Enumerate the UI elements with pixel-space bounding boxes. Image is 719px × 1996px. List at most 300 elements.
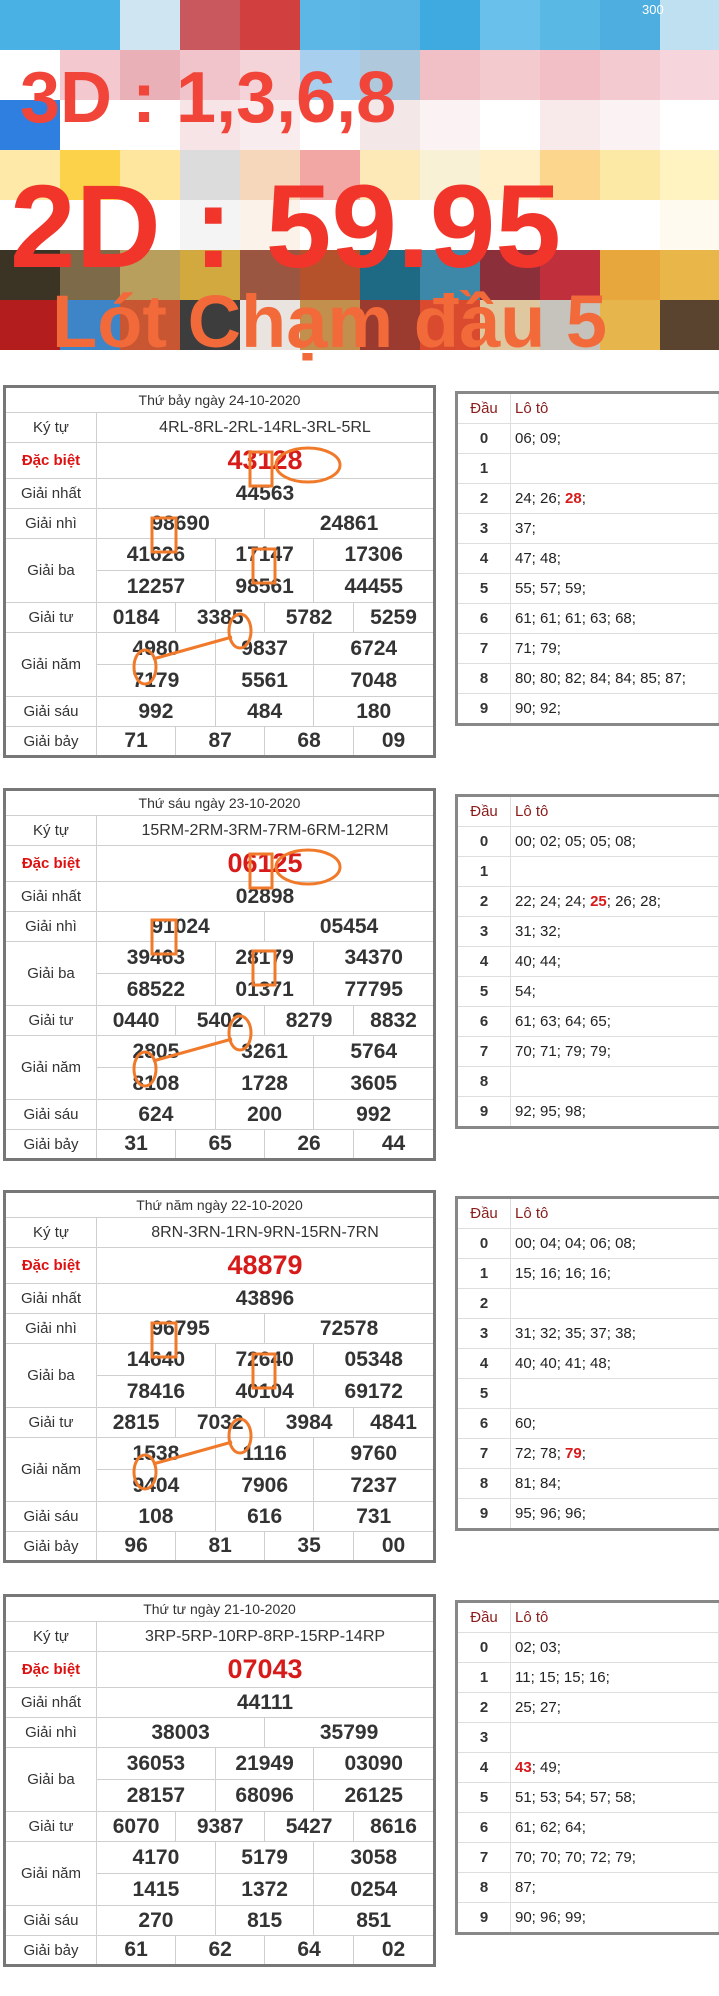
loto-row — [457, 1783, 719, 1813]
loto-values — [511, 424, 719, 454]
loto-values-after: ; 49; — [531, 1759, 561, 1776]
loto-head-digit: 2 — [457, 1693, 511, 1723]
sixth-prize-value: 731 — [314, 1502, 435, 1532]
mosaic-tile — [420, 100, 480, 150]
sixth-prize-value: 992 — [314, 1100, 435, 1130]
loto-values-text: 31; 32; 35; 37; 38; — [515, 1325, 636, 1342]
loto-head-digit: 3 — [457, 1723, 511, 1753]
loto-row — [457, 514, 719, 544]
loto-head-digit: 9 — [457, 1499, 511, 1530]
label-giai-nhat: Giải nhất — [5, 1688, 97, 1718]
label-giai-bay: Giải bảy — [5, 1532, 97, 1562]
fifth-prize-value: 9760 — [314, 1438, 435, 1470]
label-giai-tu: Giải tư — [5, 1812, 97, 1842]
seventh-prize-value: 64 — [265, 1936, 354, 1966]
loto-values-text: 72; 78; — [515, 1445, 566, 1462]
label-dac-biet: Đặc biệt — [5, 443, 97, 479]
loto-values — [511, 947, 719, 977]
loto-row — [457, 827, 719, 857]
loto-row — [457, 1007, 719, 1037]
fourth-prize-value: 9387 — [176, 1812, 265, 1842]
loto-head-digit: 5 — [457, 574, 511, 604]
fifth-prize-value: 6724 — [314, 633, 435, 665]
third-prize-value: 26125 — [314, 1780, 435, 1812]
third-prize-value: 72640 — [215, 1344, 314, 1376]
third-prize-value: 34370 — [314, 942, 435, 974]
third-prize-value: 17306 — [314, 539, 435, 571]
seventh-prize-value: 44 — [354, 1130, 435, 1160]
loto-values-text: 61; 63; 64; 65; — [515, 1013, 611, 1030]
loto-row — [457, 1873, 719, 1903]
label-giai-sau: Giải sáu — [5, 1100, 97, 1130]
third-prize-value: 44455 — [314, 571, 435, 603]
fifth-prize-value: 1372 — [215, 1874, 314, 1906]
fifth-prize-value: 9837 — [215, 633, 314, 665]
seventh-prize-value: 68 — [265, 727, 354, 757]
ky-tu-value: 8RN-3RN-1RN-9RN-15RN-7RN — [97, 1218, 435, 1248]
loto-values — [511, 604, 719, 634]
seventh-prize-value: 35 — [265, 1532, 354, 1562]
banner — [0, 0, 719, 378]
loto-values — [511, 1289, 719, 1319]
third-prize-value: 05348 — [314, 1344, 435, 1376]
loto-table — [455, 391, 719, 726]
loto-head-loto: Lô tô — [511, 393, 719, 424]
loto-values — [511, 694, 719, 725]
fifth-prize-value: 9404 — [97, 1470, 216, 1502]
loto-row — [457, 1259, 719, 1289]
second-prize-value: 35799 — [265, 1718, 435, 1748]
fourth-prize-value: 4841 — [354, 1408, 435, 1438]
label-giai-ba: Giải ba — [5, 942, 97, 1006]
loto-head-loto: Lô tô — [511, 796, 719, 827]
loto-row — [457, 1693, 719, 1723]
mosaic-tile — [480, 100, 540, 150]
loto-row — [457, 1723, 719, 1753]
label-giai-nhi: Giải nhì — [5, 509, 97, 539]
loto-row — [457, 1067, 719, 1097]
loto-row — [457, 1663, 719, 1693]
mosaic-tile — [0, 0, 60, 50]
third-prize-value: 36053 — [97, 1748, 216, 1780]
label-giai-nam: Giải năm — [5, 1036, 97, 1100]
third-prize-value: 77795 — [314, 974, 435, 1006]
loto-values-after: ; — [581, 490, 586, 507]
loto-values-text: 25; 27; — [515, 1699, 561, 1716]
loto-head-digit: 0 — [457, 424, 511, 454]
loto-row — [457, 1319, 719, 1349]
loto-values-text: 61; 61; 61; 63; 68; — [515, 610, 636, 627]
second-prize-value: 98690 — [97, 509, 265, 539]
seventh-prize-value: 96 — [97, 1532, 176, 1562]
seventh-prize-value: 87 — [176, 727, 265, 757]
seventh-prize-value: 71 — [97, 727, 176, 757]
loto-row — [457, 424, 719, 454]
label-giai-nhi: Giải nhì — [5, 912, 97, 942]
label-giai-tu: Giải tư — [5, 1006, 97, 1036]
sixth-prize-value: 180 — [314, 697, 435, 727]
mosaic-tile — [540, 100, 600, 150]
loto-values-text: 71; 79; — [515, 640, 561, 657]
second-prize-value: 05454 — [265, 912, 435, 942]
loto-values — [511, 634, 719, 664]
loto-head-digit: 1 — [457, 857, 511, 887]
fifth-prize-value: 5764 — [314, 1036, 435, 1068]
mosaic-tile — [660, 250, 719, 300]
label-giai-sau: Giải sáu — [5, 1502, 97, 1532]
second-prize-value: 96795 — [97, 1314, 265, 1344]
results-table — [3, 1190, 436, 1563]
loto-values-text: 02; 03; — [515, 1639, 561, 1656]
first-prize-value: 44111 — [97, 1688, 435, 1718]
loto-values-text: 70; 71; 79; 79; — [515, 1043, 611, 1060]
loto-values-text: 22; 24; 24; — [515, 893, 591, 910]
loto-values — [511, 827, 719, 857]
fifth-prize-value: 8108 — [97, 1068, 216, 1100]
results-table — [3, 385, 436, 758]
seventh-prize-value: 62 — [176, 1936, 265, 1966]
loto-values — [511, 1229, 719, 1259]
label-dac-biet: Đặc biệt — [5, 1652, 97, 1688]
mosaic-tile — [0, 300, 60, 350]
third-prize-value: 14640 — [97, 1344, 216, 1376]
loto-row — [457, 1633, 719, 1663]
third-prize-value: 39463 — [97, 942, 216, 974]
fourth-prize-value: 7032 — [176, 1408, 265, 1438]
loto-row — [457, 857, 719, 887]
loto-head-digit: 6 — [457, 1813, 511, 1843]
loto-values-text: 37; — [515, 520, 536, 537]
loto-row — [457, 604, 719, 634]
fifth-prize-value: 7237 — [314, 1470, 435, 1502]
loto-row — [457, 977, 719, 1007]
first-prize-value: 02898 — [97, 882, 435, 912]
loto-row — [457, 1439, 719, 1469]
mosaic-tile — [360, 0, 420, 50]
loto-head-digit: 4 — [457, 1349, 511, 1379]
loto-row — [457, 1409, 719, 1439]
loto-head-digit: 1 — [457, 1259, 511, 1289]
label-giai-tu: Giải tư — [5, 603, 97, 633]
loto-head-digit: 6 — [457, 1007, 511, 1037]
special-prize-value: 43128 — [97, 443, 435, 479]
loto-head-digit: 2 — [457, 887, 511, 917]
mosaic-tile — [60, 0, 120, 50]
banner-2d-line: 2D : 59.95 — [10, 161, 561, 293]
loto-row — [457, 1349, 719, 1379]
loto-row — [457, 1499, 719, 1530]
mosaic-tile — [480, 0, 540, 50]
loto-values-text: 90; 92; — [515, 700, 561, 717]
mosaic-tile — [660, 100, 719, 150]
seventh-prize-value: 81 — [176, 1532, 265, 1562]
loto-values-text: 47; 48; — [515, 550, 561, 567]
loto-values-after: ; 26; 28; — [606, 893, 661, 910]
loto-values — [511, 1409, 719, 1439]
loto-head-digit: 5 — [457, 1783, 511, 1813]
loto-row — [457, 1037, 719, 1067]
loto-head-dau: Đầu — [457, 1602, 511, 1633]
loto-values — [511, 1633, 719, 1663]
loto-table — [455, 1600, 719, 1935]
third-prize-value: 12257 — [97, 571, 216, 603]
loto-values — [511, 1469, 719, 1499]
fifth-prize-value: 7906 — [215, 1470, 314, 1502]
fourth-prize-value: 8616 — [354, 1812, 435, 1842]
loto-head-digit: 4 — [457, 544, 511, 574]
mosaic-tile — [480, 50, 540, 100]
results-date-header: Thứ sáu ngày 23-10-2020 — [5, 790, 435, 816]
loto-head-digit: 8 — [457, 1873, 511, 1903]
label-ky-tu: Ký tự — [5, 816, 97, 846]
loto-values — [511, 574, 719, 604]
mosaic-tile — [240, 0, 300, 50]
results-table — [3, 788, 436, 1161]
loto-row — [457, 1229, 719, 1259]
loto-values — [511, 1663, 719, 1693]
loto-values — [511, 664, 719, 694]
seventh-prize-value: 26 — [265, 1130, 354, 1160]
loto-row — [457, 544, 719, 574]
loto-row — [457, 1097, 719, 1128]
loto-head-digit: 7 — [457, 1037, 511, 1067]
banner-3d-line: 3D : 1,3,6,8 — [20, 58, 397, 138]
loto-values-text: 00; 02; 05; 05; 08; — [515, 833, 636, 850]
label-giai-sau: Giải sáu — [5, 697, 97, 727]
mosaic-tile — [600, 300, 660, 350]
loto-head-digit: 7 — [457, 634, 511, 664]
banner-lot-line: Lót Chạm đầu 5 — [52, 280, 608, 363]
loto-values-text: 00; 04; 04; 06; 08; — [515, 1235, 636, 1252]
loto-values-text: 06; 09; — [515, 430, 561, 447]
loto-row — [457, 694, 719, 725]
fourth-prize-value: 3385 — [176, 603, 265, 633]
fifth-prize-value: 4980 — [97, 633, 216, 665]
third-prize-value: 03090 — [314, 1748, 435, 1780]
loto-head-digit: 5 — [457, 1379, 511, 1409]
sixth-prize-value: 616 — [215, 1502, 314, 1532]
ky-tu-value: 4RL-8RL-2RL-14RL-3RL-5RL — [97, 413, 435, 443]
loto-head-digit: 9 — [457, 1903, 511, 1934]
seventh-prize-value: 02 — [354, 1936, 435, 1966]
fifth-prize-value: 1116 — [215, 1438, 314, 1470]
fourth-prize-value: 0440 — [97, 1006, 176, 1036]
loto-head-digit: 5 — [457, 977, 511, 1007]
loto-head-digit: 9 — [457, 1097, 511, 1128]
loto-row — [457, 484, 719, 514]
loto-values — [511, 454, 719, 484]
loto-highlight-value: 43 — [515, 1759, 532, 1776]
sixth-prize-value: 851 — [314, 1906, 435, 1936]
label-giai-ba: Giải ba — [5, 539, 97, 603]
third-prize-value: 98561 — [215, 571, 314, 603]
label-ky-tu: Ký tự — [5, 1622, 97, 1652]
mosaic-tile — [300, 0, 360, 50]
special-prize-value: 48879 — [97, 1248, 435, 1284]
loto-row — [457, 1753, 719, 1783]
loto-head-dau: Đầu — [457, 393, 511, 424]
loto-values — [511, 1259, 719, 1289]
special-prize-value: 06125 — [97, 846, 435, 882]
mosaic-tile — [660, 300, 719, 350]
loto-values — [511, 1873, 719, 1903]
fourth-prize-value: 5259 — [354, 603, 435, 633]
results-table — [3, 1594, 436, 1967]
third-prize-value: 78416 — [97, 1376, 216, 1408]
fifth-prize-value: 3058 — [314, 1842, 435, 1874]
loto-values — [511, 1783, 719, 1813]
results-date-header: Thứ bảy ngày 24-10-2020 — [5, 387, 435, 413]
loto-row — [457, 1469, 719, 1499]
special-prize-value: 07043 — [97, 1652, 435, 1688]
fourth-prize-value: 6070 — [97, 1812, 176, 1842]
loto-head-digit: 1 — [457, 454, 511, 484]
mosaic-tile — [600, 50, 660, 100]
banner-corner-text: 300 — [642, 2, 664, 17]
loto-row — [457, 1379, 719, 1409]
mosaic-tile — [600, 250, 660, 300]
loto-head-digit: 8 — [457, 664, 511, 694]
loto-values — [511, 917, 719, 947]
loto-head-digit: 3 — [457, 917, 511, 947]
loto-row — [457, 574, 719, 604]
loto-values — [511, 1319, 719, 1349]
loto-values-text: 55; 57; 59; — [515, 580, 586, 597]
third-prize-value: 68522 — [97, 974, 216, 1006]
label-giai-nhi: Giải nhì — [5, 1718, 97, 1748]
mosaic-tile — [600, 100, 660, 150]
loto-row — [457, 1289, 719, 1319]
loto-values-text: 80; 80; 82; 84; 84; 85; 87; — [515, 670, 686, 687]
label-giai-nam: Giải năm — [5, 1842, 97, 1906]
sixth-prize-value: 108 — [97, 1502, 216, 1532]
third-prize-value: 69172 — [314, 1376, 435, 1408]
fourth-prize-value: 5782 — [265, 603, 354, 633]
loto-head-dau: Đầu — [457, 796, 511, 827]
fifth-prize-value: 5179 — [215, 1842, 314, 1874]
third-prize-value: 41626 — [97, 539, 216, 571]
mosaic-tile — [180, 0, 240, 50]
third-prize-value: 28179 — [215, 942, 314, 974]
loto-head-dau: Đầu — [457, 1198, 511, 1229]
label-giai-ba: Giải ba — [5, 1344, 97, 1408]
second-prize-value: 24861 — [265, 509, 435, 539]
sixth-prize-value: 992 — [97, 697, 216, 727]
loto-values — [511, 514, 719, 544]
loto-values-text: 70; 70; 70; 72; 79; — [515, 1849, 636, 1866]
loto-highlight-value: 28 — [565, 490, 582, 507]
loto-row — [457, 947, 719, 977]
loto-head-digit: 8 — [457, 1469, 511, 1499]
loto-head-digit: 0 — [457, 827, 511, 857]
fifth-prize-value: 2805 — [97, 1036, 216, 1068]
loto-values — [511, 1097, 719, 1128]
label-giai-bay: Giải bảy — [5, 727, 97, 757]
loto-values-text: 95; 96; 96; — [515, 1505, 586, 1522]
label-giai-sau: Giải sáu — [5, 1906, 97, 1936]
loto-values — [511, 1067, 719, 1097]
third-prize-value: 68096 — [215, 1780, 314, 1812]
mosaic-tile — [600, 150, 660, 200]
loto-row — [457, 917, 719, 947]
loto-row — [457, 1903, 719, 1934]
loto-values-text: 11; 15; 15; 16; — [515, 1669, 610, 1686]
loto-row — [457, 1843, 719, 1873]
loto-row — [457, 1813, 719, 1843]
mosaic-tile — [540, 0, 600, 50]
label-ky-tu: Ký tự — [5, 413, 97, 443]
label-dac-biet: Đặc biệt — [5, 846, 97, 882]
mosaic-tile — [540, 50, 600, 100]
loto-values — [511, 1723, 719, 1753]
loto-values-text: 31; 32; — [515, 923, 561, 940]
label-giai-ba: Giải ba — [5, 1748, 97, 1812]
loto-values — [511, 887, 719, 917]
fifth-prize-value: 3261 — [215, 1036, 314, 1068]
sixth-prize-value: 270 — [97, 1906, 216, 1936]
loto-values — [511, 1903, 719, 1934]
loto-values-after: ; — [581, 1445, 586, 1462]
fourth-prize-value: 0184 — [97, 603, 176, 633]
loto-values — [511, 1439, 719, 1469]
sixth-prize-value: 200 — [215, 1100, 314, 1130]
loto-values — [511, 1499, 719, 1530]
loto-values — [511, 857, 719, 887]
loto-values-text: 40; 44; — [515, 953, 561, 970]
loto-head-digit: 2 — [457, 1289, 511, 1319]
third-prize-value: 28157 — [97, 1780, 216, 1812]
seventh-prize-value: 65 — [176, 1130, 265, 1160]
mosaic-tile — [420, 50, 480, 100]
second-prize-value: 72578 — [265, 1314, 435, 1344]
loto-values — [511, 977, 719, 1007]
mosaic-tile — [660, 0, 719, 50]
loto-values-text: 87; — [515, 1879, 536, 1896]
loto-head-digit: 7 — [457, 1843, 511, 1873]
loto-values-text: 15; 16; 16; 16; — [515, 1265, 611, 1282]
mosaic-tile — [660, 50, 719, 100]
label-giai-bay: Giải bảy — [5, 1130, 97, 1160]
loto-head-digit: 9 — [457, 694, 511, 725]
seventh-prize-value: 09 — [354, 727, 435, 757]
loto-head-digit: 3 — [457, 1319, 511, 1349]
sixth-prize-value: 484 — [215, 697, 314, 727]
mosaic-tile — [120, 0, 180, 50]
fourth-prize-value: 5402 — [176, 1006, 265, 1036]
fifth-prize-value: 1415 — [97, 1874, 216, 1906]
ky-tu-value: 15RM-2RM-3RM-7RM-6RM-12RM — [97, 816, 435, 846]
loto-values-text: 90; 96; 99; — [515, 1909, 586, 1926]
fourth-prize-value: 8279 — [265, 1006, 354, 1036]
first-prize-value: 44563 — [97, 479, 435, 509]
third-prize-value: 17147 — [215, 539, 314, 571]
label-ky-tu: Ký tự — [5, 1218, 97, 1248]
loto-head-digit: 6 — [457, 604, 511, 634]
loto-values-text: 54; — [515, 983, 536, 1000]
loto-highlight-value: 79 — [565, 1445, 582, 1462]
second-prize-value: 38003 — [97, 1718, 265, 1748]
loto-values — [511, 1813, 719, 1843]
loto-values — [511, 484, 719, 514]
fifth-prize-value: 7179 — [97, 665, 216, 697]
loto-values-text: 24; 26; — [515, 490, 566, 507]
loto-table — [455, 794, 719, 1129]
loto-row — [457, 887, 719, 917]
loto-values-text: 81; 84; — [515, 1475, 561, 1492]
loto-head-digit: 4 — [457, 1753, 511, 1783]
fourth-prize-value: 8832 — [354, 1006, 435, 1036]
third-prize-value: 40104 — [215, 1376, 314, 1408]
